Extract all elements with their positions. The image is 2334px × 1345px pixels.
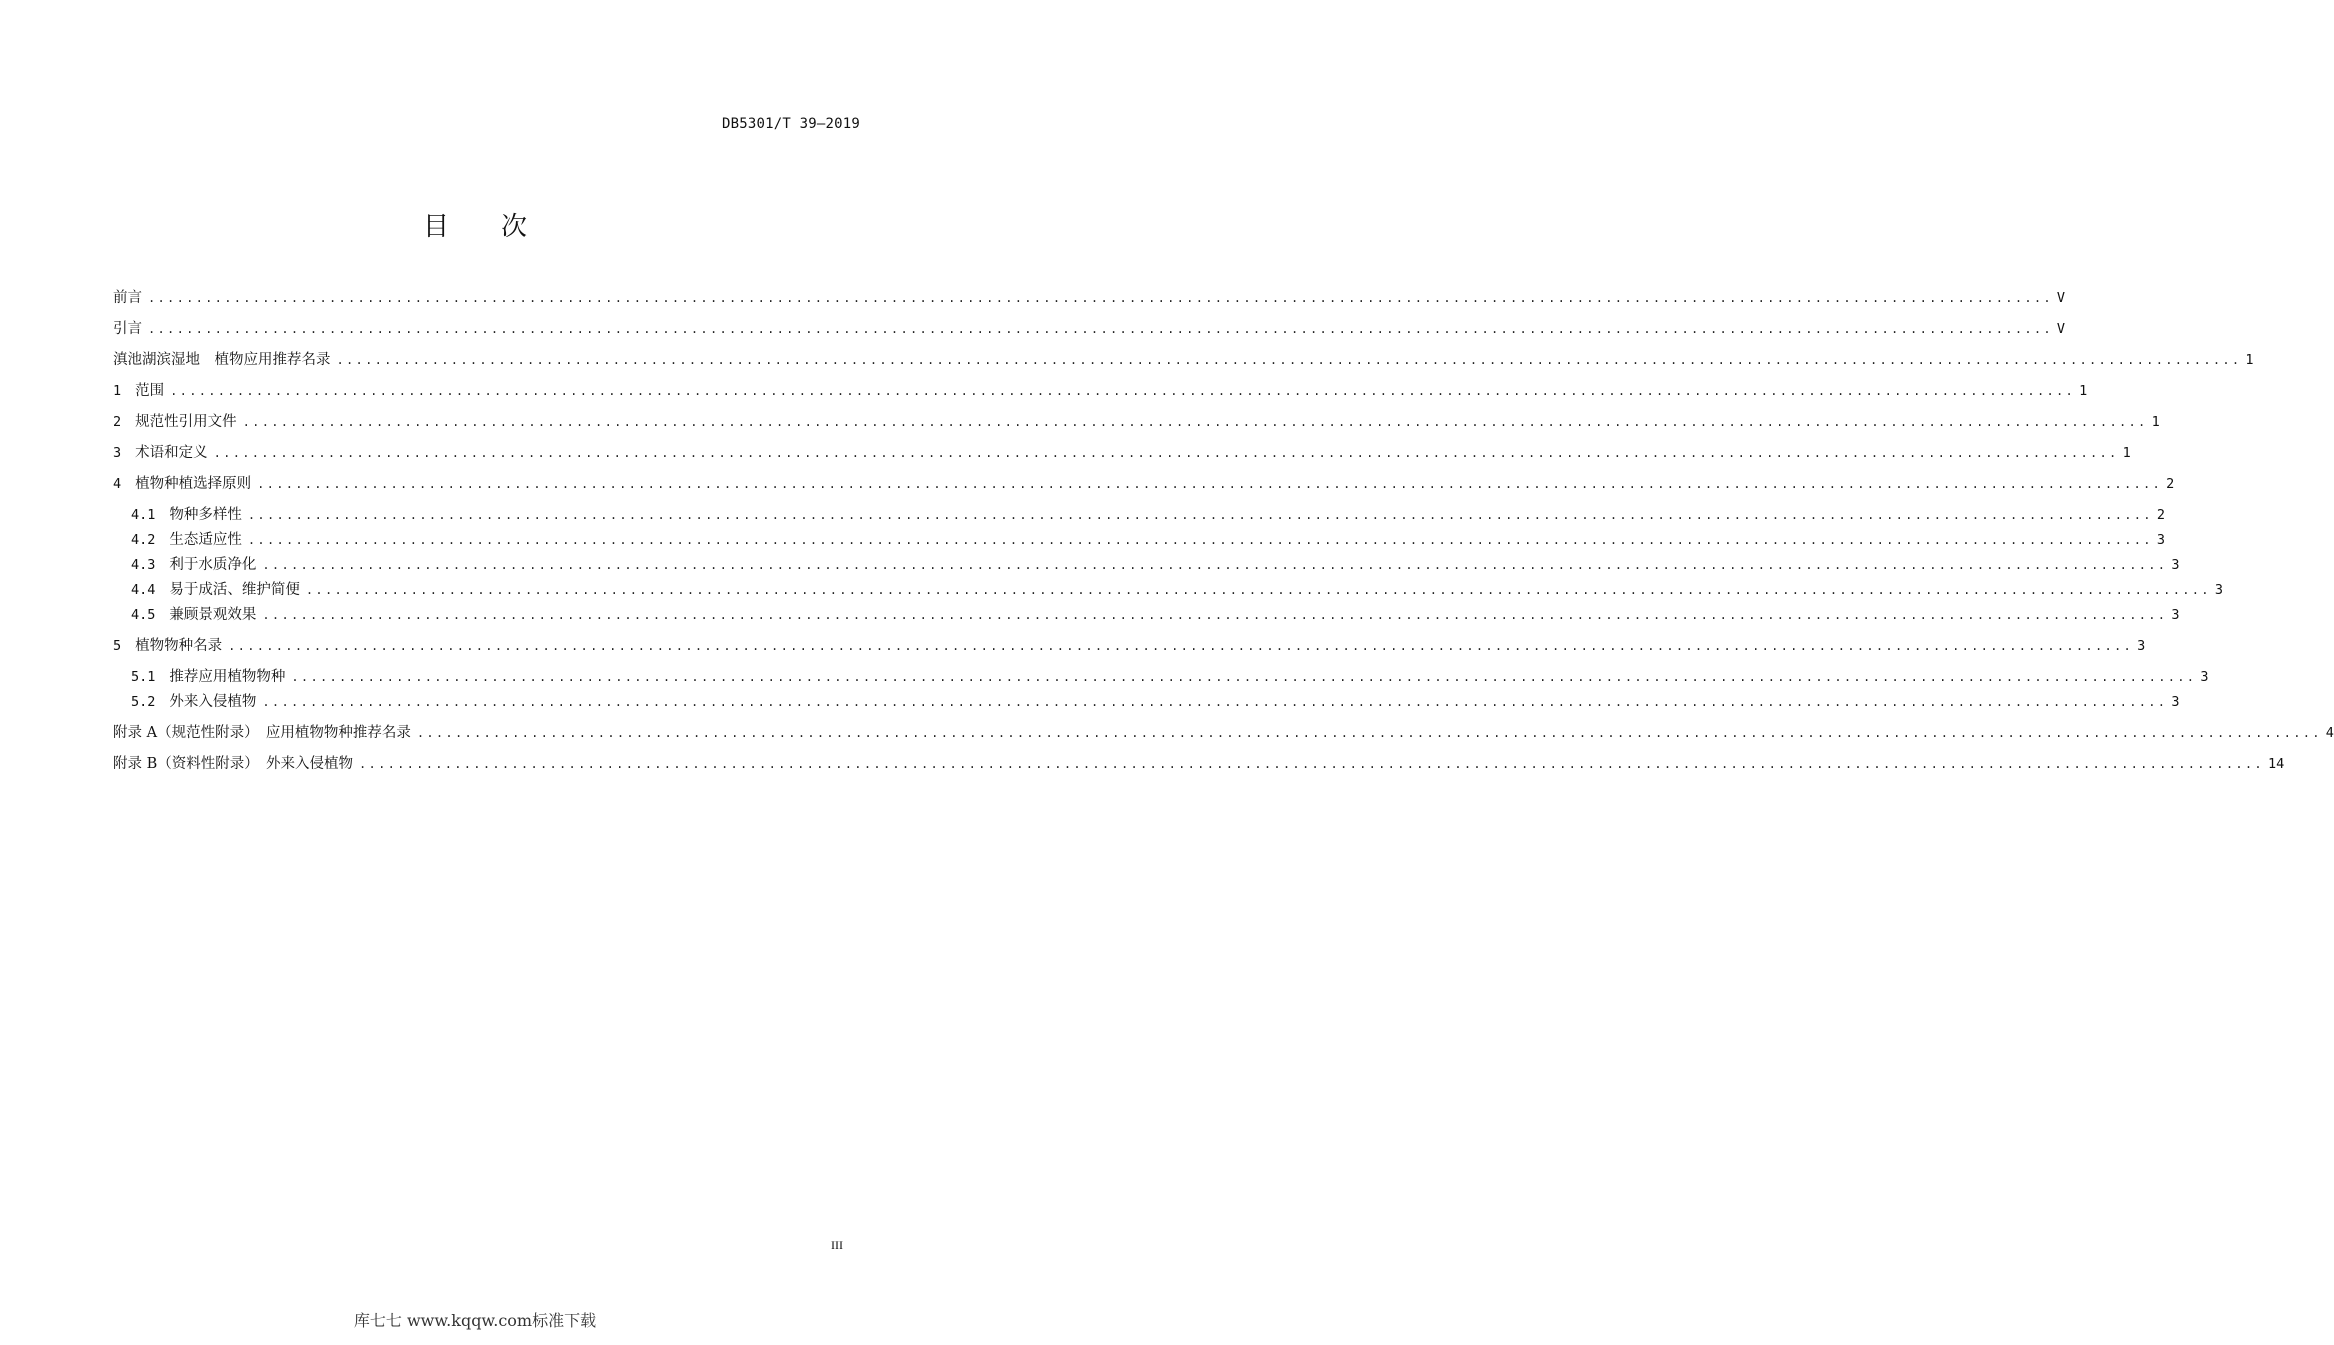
toc-entry-label: 规范性引用文件: [135, 414, 237, 430]
toc-entry-number: 4.5: [131, 607, 156, 623]
toc-entry-label: 滇池湖滨湿地 植物应用推荐名录: [113, 352, 331, 368]
toc-entry-label: 植物种植选择原则: [135, 476, 252, 492]
toc-entry[interactable]: [131, 529, 2165, 551]
toc-entry-page: 1: [2245, 352, 2254, 368]
toc-entry[interactable]: [113, 473, 2175, 495]
toc-entry-number: 2: [113, 414, 122, 430]
toc-entry[interactable]: [113, 380, 2088, 402]
toc-entry[interactable]: [131, 666, 2209, 688]
toc-entry[interactable]: [131, 504, 2165, 526]
toc-entry-page: 4: [2325, 725, 2334, 741]
toc-entry-page: 3: [2200, 669, 2209, 685]
toc-entry[interactable]: [131, 604, 2180, 626]
toc-entry[interactable]: [113, 318, 2066, 340]
toc-leader-dots: ........................................................................................................................................................................................................: [170, 384, 2076, 398]
toc-entry-label: 前言: [113, 290, 142, 306]
toc-entry-page: 3: [2137, 638, 2146, 654]
toc-entry[interactable]: [131, 691, 2180, 713]
page-number: III: [831, 1238, 843, 1252]
toc-leader-dots: ........................................................................................................................................................................................................: [416, 726, 2322, 740]
toc-entry[interactable]: [131, 579, 2223, 601]
toc-entry[interactable]: [113, 753, 2285, 775]
toc-entry-label: 植物物种名录: [135, 638, 223, 654]
toc-entry-page: 2: [2156, 507, 2165, 523]
toc-entry-number: 4.4: [131, 582, 156, 598]
toc-entry-number: 5.2: [131, 694, 156, 710]
toc-leader-dots: ........................................................................................................................................................................................................: [262, 558, 2168, 572]
toc-leader-dots: ........................................................................................................................................................................................................: [242, 415, 2148, 429]
toc-entry[interactable]: [113, 287, 2066, 309]
toc-entry-page: 3: [2171, 694, 2180, 710]
toc-entry[interactable]: [113, 635, 2146, 657]
standard-code: DB5301/T 39—2019: [721, 116, 860, 132]
toc-entry-number: 4: [113, 476, 122, 492]
toc-entry-page: 14: [2267, 756, 2285, 772]
toc-leader-dots: ........................................................................................................................................................................................................: [213, 446, 2119, 460]
toc-entry-label: 附录 A（规范性附录） 应用植物物种推荐名录: [113, 725, 411, 741]
watermark: 库七七 www.kqqw.com标准下载: [353, 1311, 597, 1330]
toc-entry-page: 1: [2122, 445, 2131, 461]
toc-entry-page: 1: [2079, 383, 2088, 399]
toc-entry-label: 附录 B（资料性附录） 外来入侵植物: [113, 756, 354, 772]
toc-entry[interactable]: [113, 442, 2131, 464]
toc-leader-dots: ........................................................................................................................................................................................................: [262, 608, 2168, 622]
toc-leader-dots: ........................................................................................................................................................................................................: [228, 639, 2134, 653]
page-title: [0, 206, 950, 243]
toc-leader-dots: ........................................................................................................................................................................................................: [336, 353, 2242, 367]
toc-entry-label: 范围: [135, 383, 165, 399]
title-char-2: 次: [501, 212, 528, 242]
toc-leader-dots: ........................................................................................................................................................................................................: [148, 322, 2053, 336]
toc-entry-page: 3: [2156, 532, 2165, 548]
toc-entry[interactable]: [113, 722, 2334, 744]
toc-entry-number: 5.1: [131, 669, 156, 685]
toc-entry[interactable]: [113, 411, 2160, 433]
toc-entry-number: 3: [113, 445, 122, 461]
toc-entry-page: 2: [2166, 476, 2175, 492]
toc-entry-label: 利于水质净化: [169, 557, 257, 573]
toc-entry-number: 1: [113, 383, 122, 399]
toc-entry-page: 1: [2151, 414, 2160, 430]
toc-entry-label: 易于成活、维护简便: [169, 582, 300, 598]
toc-entry-label: 推荐应用植物物种: [169, 669, 286, 685]
toc-entry-label: 术语和定义: [135, 445, 208, 461]
toc-leader-dots: ........................................................................................................................................................................................................: [262, 695, 2168, 709]
toc-entry-page: V: [2056, 290, 2066, 306]
title-char-1: 目: [422, 212, 449, 242]
toc-entry-page: 3: [2214, 582, 2223, 598]
toc-entry-number: 4.1: [131, 507, 156, 523]
toc-entry-number: 4.3: [131, 557, 156, 573]
toc-entry-page: 3: [2171, 557, 2180, 573]
toc-entry-label: 物种多样性: [169, 507, 242, 523]
toc-leader-dots: ........................................................................................................................................................................................................: [291, 670, 2197, 684]
toc-entry-label: 外来入侵植物: [169, 694, 257, 710]
toc-entry[interactable]: [113, 349, 2254, 371]
toc-entry-page: 3: [2171, 607, 2180, 623]
toc-entry-number: 4.2: [131, 532, 156, 548]
toc-leader-dots: ........................................................................................................................................................................................................: [148, 291, 2053, 305]
toc-entry-page: V: [2056, 321, 2066, 337]
toc-leader-dots: ........................................................................................................................................................................................................: [359, 757, 2264, 771]
toc-leader-dots: ........................................................................................................................................................................................................: [247, 533, 2153, 547]
toc-leader-dots: ........................................................................................................................................................................................................: [257, 477, 2163, 491]
toc-leader-dots: ........................................................................................................................................................................................................: [305, 583, 2211, 597]
toc-entry-label: 生态适应性: [169, 532, 242, 548]
toc-leader-dots: ........................................................................................................................................................................................................: [247, 508, 2153, 522]
toc-entry[interactable]: [131, 554, 2180, 576]
toc-entry-label: 兼顾景观效果: [169, 607, 257, 623]
toc-entry-number: 5: [113, 638, 122, 654]
toc-entry-label: 引言: [113, 321, 142, 337]
